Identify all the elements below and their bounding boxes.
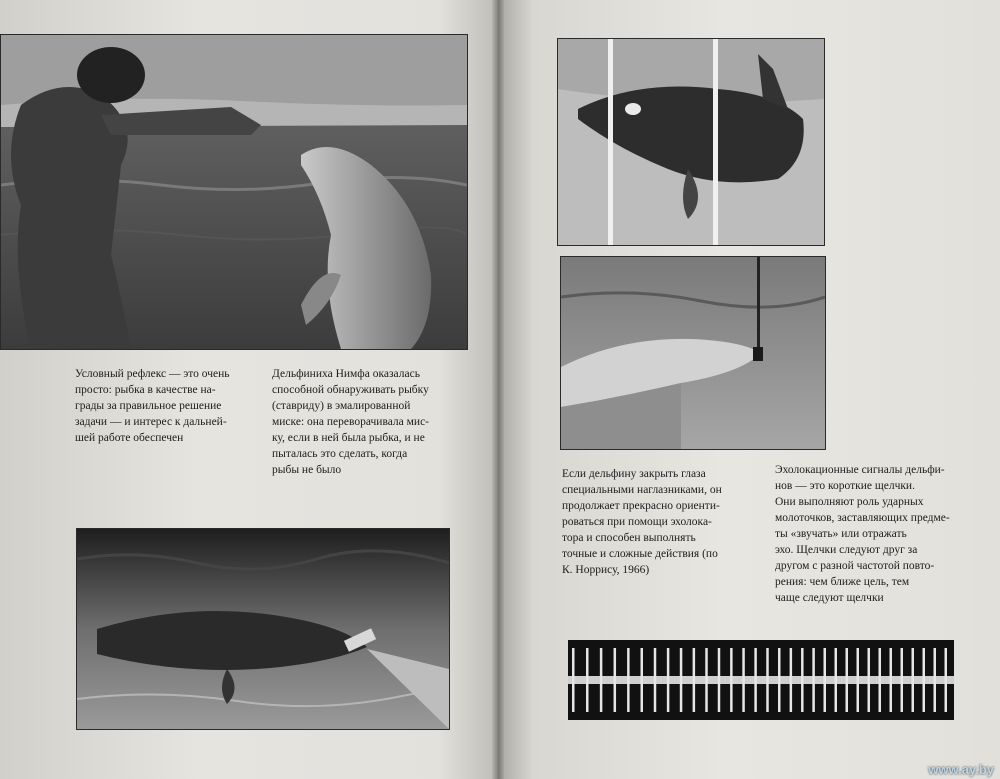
click-pulse [879,648,882,712]
click-pulse [778,648,781,712]
click-pulse [857,648,860,712]
click-pulse [812,648,815,712]
click-pulse [730,648,733,712]
click-pulse [572,648,575,712]
click-pulse [846,648,849,712]
click-pulse [766,648,769,712]
click-pulse [693,648,696,712]
click-pulse [801,648,804,712]
click-pulse [600,648,603,712]
oscillogram-baseline [568,676,954,684]
book-spine [492,0,504,779]
caption-eyecups: Если дельфину закрыть глаза специальными наглазниками, он продолжает прекрасно ориенти- роваться при помощи эхолока- тора и способен выполнять точные и сложные действия (по К. Норрису, 1966) [562,468,722,576]
caption-nimfa: Дельфиниха Нимфа оказалась способной обнаруживать рыбку (ставриду) в эмалированной миске: она переворачивала мис- ку, если в ней была рыбка, и не пыталась это сделать, когда рыбы не было [272,368,430,476]
photo-dolphin-touching-rod [560,256,826,450]
click-pulse [614,648,617,712]
click-pulse [586,648,589,712]
click-pulse [718,648,721,712]
click-pulse [742,648,745,712]
watermark: www.ay.by [928,762,994,777]
click-pulse [705,648,708,712]
left-page [0,0,498,779]
photo-trainer-feeding-dolphin [0,34,468,350]
click-pulse [835,648,838,712]
right-page [498,0,1000,779]
photo-dolphin-between-poles [557,38,825,246]
photo-dolphin-swimming [76,528,450,730]
click-pulse [680,648,683,712]
echolocation-click-oscillogram [568,640,954,720]
click-pulse [641,648,644,712]
click-pulse [627,648,630,712]
click-pulse [868,648,871,712]
click-pulse [790,648,793,712]
click-pulse [912,648,915,712]
click-pulse [901,648,904,712]
click-pulse [934,648,937,712]
click-pulse [754,648,757,712]
click-pulse [824,648,827,712]
click-pulse [890,648,893,712]
caption-echolocation: Эхолокационные сигналы дельфи- нов — это короткие щелчки. Они выполняют роль ударных молоточков, заставляющих предме- ты «звучать» или отражать эхо. Щелчки следуют друг за другом с разной частотой повто- рения: чем ближе цель, тем чаще следуют щелчки [775,464,950,604]
caption-trainer: Условный рефлекс — это очень просто: рыбка в качестве на- грады за правильное решение задачи — и интерес к дальней- шей работе обеспечен [75,368,230,444]
click-pulse [667,648,670,712]
click-pulse [654,648,657,712]
click-pulse [923,648,926,712]
click-pulse [945,648,948,712]
